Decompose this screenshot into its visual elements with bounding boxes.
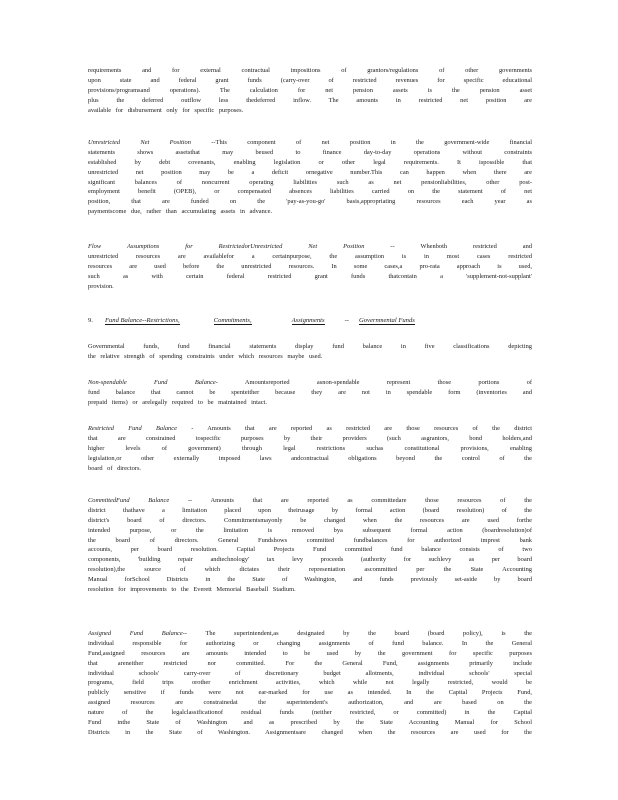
text-fragment: - Amounts that are reported as restricted are those resources of the district	[176, 425, 532, 432]
text-line	[88, 496, 532, 506]
text-line: district thathave a limitation placed upon theirusage by formal action (board resolution) of the	[88, 506, 532, 514]
text-line: Fund inthe State of Washington and as prescribed by the State Accounting Manual for School	[88, 719, 532, 727]
text-line	[88, 242, 532, 252]
text-line	[88, 378, 532, 388]
text-line: publicly sensitive if funds were not ear-marked for use as intended. In the Capital Projects Fund,	[88, 689, 532, 697]
text-line: provisions/programsand operations). The calculation for net pension assets is the pension asset	[88, 86, 532, 94]
text-line: that are constrained tospecific purposes by their providers (such asgrantors, bond holders,and	[88, 434, 532, 442]
text-line	[88, 138, 532, 148]
section-title-part: Assignments	[291, 317, 325, 324]
paragraph-lead: CommittedFund Balance	[88, 497, 170, 504]
section-number: 9.	[88, 317, 93, 324]
text-line: such as with certain federal restricted grant funds thatcontain a 'supplement-not-supplant'	[88, 272, 532, 280]
text-line: components, 'building repair andtechnology' tax levy proceeds (authority for suchlevy as per board	[88, 556, 532, 564]
paragraph-governmental-funds-intro	[88, 342, 532, 362]
paragraph-flow-assumptions	[88, 242, 532, 291]
paragraph-non-spendable	[88, 378, 532, 408]
section-title-part: Governmental Funds	[358, 317, 415, 324]
text-fragment: - Amountsreported asnon-spendable represent those portions of	[215, 379, 532, 386]
text-line: Districts in the State of Washington. Assignmentsare changed when the resources are used for the	[88, 728, 532, 736]
text-line: provision.	[88, 282, 114, 290]
text-fragment: -- The superintendent,as designated by the board (board policy), is the	[182, 630, 532, 637]
text-line: higher levels of government) through legal restrictions suchas constitutional provisions, enabling	[88, 444, 532, 452]
text-line: resolution),the source of which dictates their representation ascommitted per the State Accounting	[88, 566, 532, 574]
text-line: employment benefit (OPEB), or compensated absences liabilities carried on the statement of net	[88, 188, 532, 196]
text-line	[88, 424, 532, 434]
text-line: resolution for improvements to the Everett Memorial Baseball Stadium.	[88, 586, 296, 594]
text-line: intended purpose, or the limitation is removed bya subsequent formal action (boardresolution)of	[88, 526, 532, 534]
text-line: significant balances of noncurrent operating liabilities such as net pensionliabilities, other post-	[88, 178, 532, 186]
text-line: position, that are funded on the 'pay-as-you-go' basis,appropriating resources each year as	[88, 198, 532, 206]
section-heading	[88, 316, 488, 326]
text-line: unrestricted resources are availablefor a certainpurpose, the assumption is in most cases restricted	[88, 252, 532, 260]
text-line: resources are used before the unrestricted resources. In some cases,a pro-rata approach is used,	[88, 262, 532, 270]
text-line: upon state and federal grant funds (carry-over of restricted revenues for specific educational	[88, 76, 532, 84]
text-line	[88, 629, 532, 639]
text-line: the relative strength of spending constraints under which resources maybe used.	[88, 352, 323, 360]
section-title-part: Fund Balance--Restrictions,	[104, 317, 180, 324]
text-line: district's board of directors. Commitmentsmayonly be changed when the resources are used forthe	[88, 516, 532, 524]
text-line: prepaid items) or arelegally required to be maintained intact.	[88, 398, 267, 406]
text-line: statements shows assetsthat may beused to finance day-to-day operations without constraints	[88, 148, 532, 156]
text-line: board of directors.	[88, 464, 142, 472]
paragraph-restricted-net-position-cont	[88, 66, 532, 115]
paragraph-lead: Restricted Fund Balance	[88, 425, 177, 432]
text-line: that areneither restricted nor committed. For the General Fund, assignments primarily include	[88, 659, 532, 667]
text-line: established by debt covenants, enabling legislation or other legal requirements. It ispossible that	[88, 158, 532, 166]
text-fragment: -- Whenboth restricted and	[364, 243, 532, 250]
section-title-separator: --	[344, 317, 349, 324]
paragraph-lead: Flow Assumptions for RestrictedorUnrestricted Net Position	[88, 243, 365, 250]
text-line: Fund,assigned resources are amounts intended to be used by the government for specific purposes	[88, 649, 532, 657]
text-line: accounts, per board resolution. Capital Projects Fund committed fund balance consists of two	[88, 546, 532, 554]
text-fragment: --This component of net position in the government-wide financial	[190, 139, 532, 146]
paragraph-committed-fund-balance	[88, 496, 532, 595]
paragraph-unrestricted-net-position	[88, 138, 532, 217]
paragraph-lead: Non-spendable Fund Balance	[88, 379, 216, 386]
paragraph-restricted-fund-balance	[88, 424, 532, 473]
section-title-part: Commitments,	[213, 317, 252, 324]
text-line: the board of directors. General Fundshows committed fundbalances for authorized imprest bank	[88, 536, 532, 544]
paragraph-lead: Assigned Fund Balance	[88, 630, 183, 637]
text-fragment: -- Amounts that are reported as committedare those resources of the	[169, 497, 532, 504]
text-line: individual schools' carry-over of discretionary budget allotments, individual schools' special	[88, 669, 532, 677]
text-line: programs, field trips orother enrichment activities, which while not legally restricted, would be	[88, 679, 532, 687]
text-line: Manual forSchool Districts in the State of Washington, and funds previously set-aside by board	[88, 576, 532, 584]
text-line: plus the deferred outflow less thedeferred inflow. The amounts in restricted net position are	[88, 96, 532, 104]
text-line: legislation,or other externally imposed laws andcontractual obligations beyond the control of the	[88, 454, 532, 462]
paragraph-assigned-fund-balance	[88, 629, 532, 738]
text-line: individual responsible for authorizing or changing assignments of fund balance. In the General	[88, 639, 532, 647]
text-line: unrestricted net position may be a deficit ornegative number.This can happen when there are	[88, 168, 532, 176]
paragraph-lead: Unrestricted Net Position	[88, 139, 191, 146]
text-line: Governmental funds, fund financial statements display fund balance in five classifications depicting	[88, 343, 532, 350]
text-line: assigned resources are constrainedat the superintendent's authorization, and are based on the	[88, 699, 532, 707]
text-line: fund balance that cannot be spenteither because they are not in spendable form (inventories and	[88, 388, 532, 396]
text-line: paymentscome due, rather than accumulating assets in advance.	[88, 208, 273, 216]
text-line: requirements and for external contractual impositions of grantors/regulations of other governments	[88, 67, 532, 74]
text-line: available for disbursement only for specific purposes.	[88, 106, 244, 114]
text-line: nature of the legalclassificationof residual funds (neither restricted, or committed) in the Capital	[88, 709, 532, 717]
